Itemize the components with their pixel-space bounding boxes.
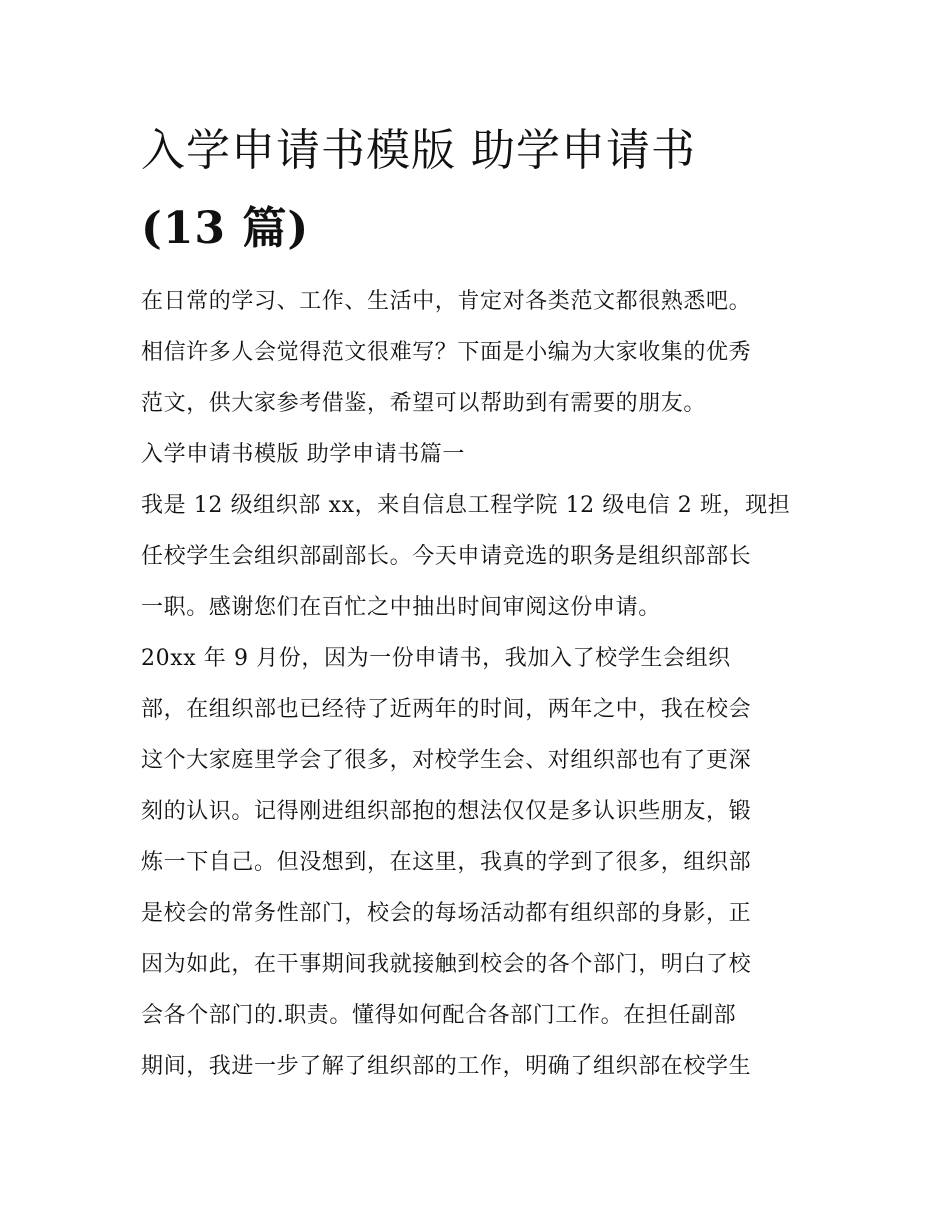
body-line: 是校会的常务性部门，校会的每场活动都有组织部的身影，正	[141, 901, 752, 926]
title-line-2: (13 篇)	[141, 203, 310, 254]
body-line: 会各个部门的.职责。懂得如何配合各部门工作。在担任副部	[141, 1003, 737, 1028]
body-line: 20xx 年 9 月份，因为一份申请书，我加入了校学生会组织	[141, 646, 731, 671]
body-line: 我是 12 级组织部 xx，来自信息工程学院 12 级电信 2 班，现担	[141, 493, 791, 518]
document-title	[141, 112, 841, 268]
body-line: 因为如此，在干事期间我就接触到校会的各个部门，明白了校	[141, 952, 752, 977]
section-heading: 入学申请书模版 助学申请书篇一	[141, 442, 465, 467]
title-line-1: 入学申请书模版 助学申请书	[141, 125, 696, 176]
body-line: 相信许多人会觉得范文很难写？下面是小编为大家收集的优秀	[141, 340, 752, 365]
body-line: 刻的认识。记得刚进组织部抱的想法仅仅是多认识些朋友，锻	[141, 799, 752, 824]
body-line: 部，在组织部也已经待了近两年的时间，两年之中，我在校会	[141, 697, 752, 722]
body-line: 期间，我进一步了解了组织部的工作，明确了组织部在校学生	[141, 1054, 752, 1079]
body-line: 一职。感谢您们在百忙之中抽出时间审阅这份申请。	[141, 595, 661, 620]
body-line: 任校学生会组织部副部长。今天申请竞选的职务是组织部部长	[141, 544, 752, 569]
body-line: 这个大家庭里学会了很多，对校学生会、对组织部也有了更深	[141, 748, 752, 773]
body-line: 炼一下自己。但没想到，在这里，我真的学到了很多，组织部	[141, 850, 752, 875]
body-line: 范文，供大家参考借鉴，希望可以帮助到有需要的朋友。	[141, 391, 707, 416]
body-line: 在日常的学习、工作、生活中，肯定对各类范文都很熟悉吧。	[141, 289, 752, 314]
document-body	[141, 276, 821, 1092]
